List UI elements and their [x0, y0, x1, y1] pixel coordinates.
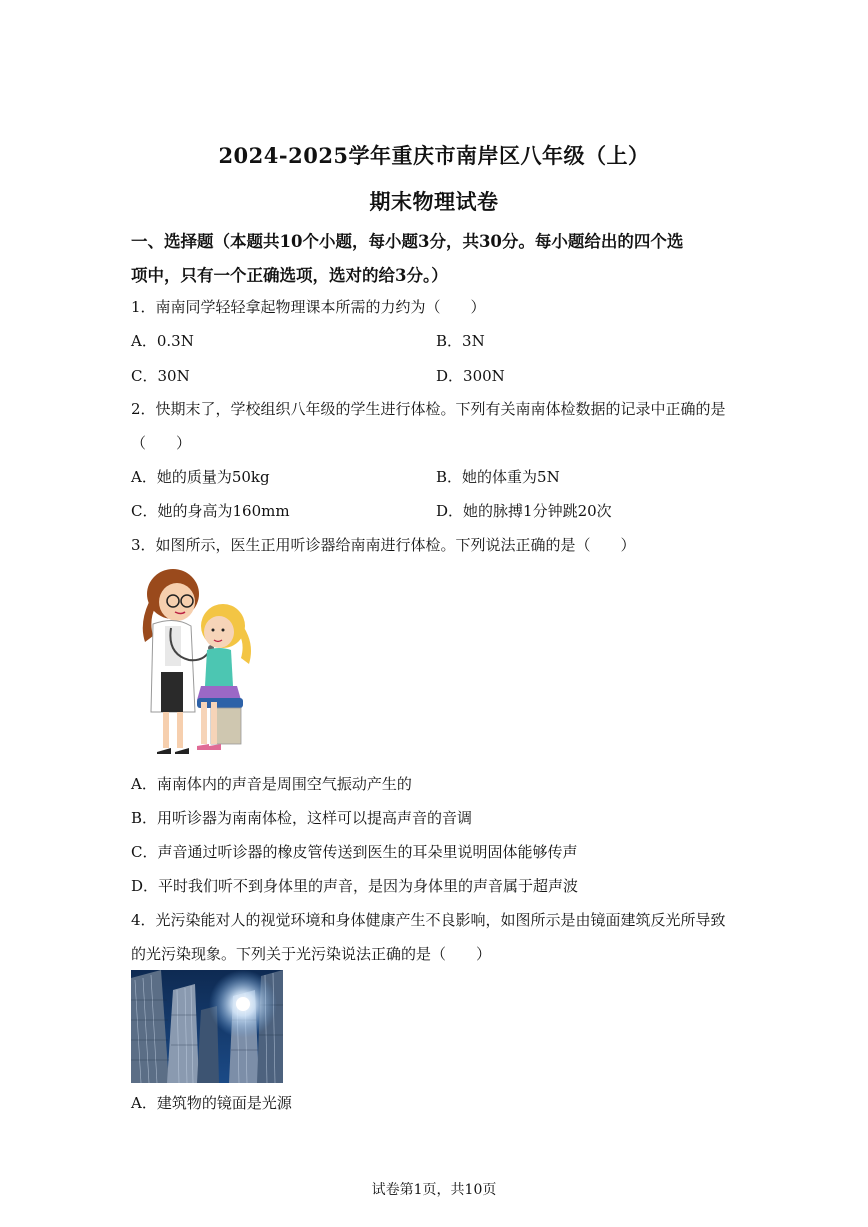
- exam-title-line1: 2024-2025学年重庆市南岸区八年级（上）: [218, 143, 650, 168]
- question-4-stem-cont: 的光污染现象。下列关于光污染说法正确的是（ ）: [131, 945, 492, 963]
- q2-option-b: B．她的体重为5N: [436, 468, 560, 486]
- question-4-stem: 4．光污染能对人的视觉环境和身体健康产生不良影响，如图所示是由镜面建筑反光所导致: [131, 911, 726, 929]
- q3-option-a: A．南南体内的声音是周围空气振动产生的: [131, 775, 412, 793]
- q1-option-c: C．30N: [131, 367, 190, 385]
- q1-option-d: D．300N: [436, 367, 505, 385]
- page-footer: 试卷第1页，共10页: [371, 1182, 497, 1198]
- q2-option-a: A．她的质量为50kg: [131, 468, 270, 486]
- q2-option-c: C．她的身高为160mm: [131, 502, 290, 520]
- q4-option-a: A．建筑物的镜面是光源: [131, 1094, 292, 1112]
- q1-option-b: B．3N: [436, 332, 485, 350]
- question-2-stem: 2．快期末了，学校组织八年级的学生进行体检。下列有关南南体检数据的记录中正确的是: [131, 400, 726, 418]
- section-heading: 一、选择题（本题共10个小题，每小题3分，共30分。每小题给出的四个选: [131, 232, 684, 251]
- exam-title-line2: 期末物理试卷: [369, 189, 499, 214]
- q2-option-d: D．她的脉搏1分钟跳20次: [436, 502, 612, 520]
- doctor-stethoscope-illustration: [131, 564, 257, 760]
- q3-option-b: B．用听诊器为南南体检，这样可以提高声音的音调: [131, 809, 473, 827]
- question-1-stem: 1．南南同学轻轻拿起物理课本所需的力约为（ ）: [131, 298, 486, 316]
- question-3-stem: 3．如图所示，医生正用听诊器给南南进行体检。下列说法正确的是（ ）: [131, 536, 636, 554]
- mirror-building-photo: [131, 970, 283, 1083]
- question-2-stem-cont: （ ）: [131, 434, 192, 452]
- q1-option-a: A．0.3N: [131, 332, 194, 350]
- q3-option-d: D．平时我们听不到身体里的声音，是因为身体里的声音属于超声波: [131, 877, 579, 895]
- section-heading-cont: 项中，只有一个正确选项，选对的给3分。）: [131, 266, 448, 285]
- q3-option-c: C．声音通过听诊器的橡皮管传送到医生的耳朵里说明固体能够传声: [131, 843, 578, 861]
